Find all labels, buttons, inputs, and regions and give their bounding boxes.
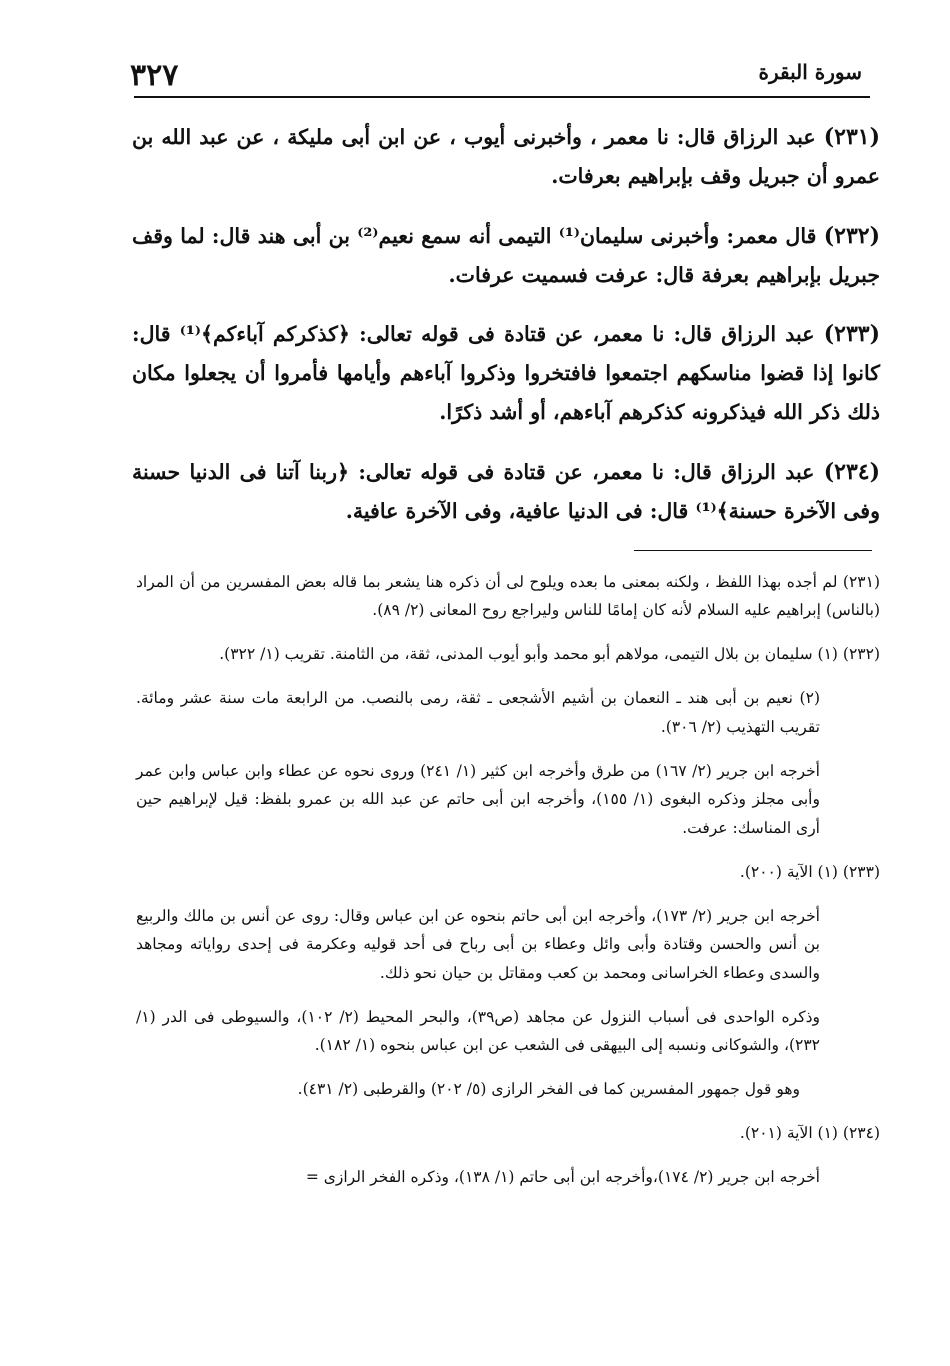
footnote-233-more: وذكره الواحدى فى أسباب النزول عن مجاهد (ص٣٩)، والبحر المحيط (٢/ ١٠٢)، والسيوطى فى الدر (١/ ٢٣٢)، والشوكانى ونسبه إلى البيهقى فى الشعب عن ابن عباس بنحوه (١/ ١٨٢). (136, 1007, 820, 1054)
header-rule (134, 96, 870, 98)
hadith-234 (132, 453, 880, 531)
page-number: ٣٢٧ (130, 58, 179, 93)
hadith-text: عبد الرزاق قال: نا معمر، عن قتادة فى قوله تعالى: ﴿ربنا آتنا فى الدنيا حسنة وفى الآخرة حسنة﴾⁽¹⁾ قال: فى الدنيا عافية، وفى الآخرة عافية. (132, 459, 880, 523)
footnote-233-takhrij: أخرجه ابن جرير (٢/ ١٧٣)، وأخرجه ابن أبى حاتم بنحوه عن ابن عباس وقال: روى عن أنس بن مالك والربيع بن أنس والحسن وقتادة وأبى وائل وعطاء بن أبى رباح فى أحد قوليه وعكرمة فى إحدى رواياته ومجاهد والسدى وعطاء الخراسانى ومحمد بن كعب ومقاتل بن حيان نحو ذلك. (136, 906, 820, 982)
footnote-233-1: (٢٣٣) (١) الآية (٢٠٠). (739, 862, 880, 881)
hadith-number: (٢٣٤) (823, 458, 880, 485)
footnote-232-takhrij: أخرجه ابن جرير (٢/ ١٦٧) من طرق وأخرجه ابن كثير (١/ ٢٤١) وروى نحوه عن عطاء وابن عباس وابن عمر وأبى مجلز وذكره البغوى (١/ ١٥٥)، وأخرجه ابن أبى حاتم عن عبد الله بن عمرو بلفظ: قيل لإبراهيم حين أرى المناسك: عرفت. (136, 761, 820, 837)
hadith-text: عبد الرزاق قال: نا معمر، عن قتادة فى قوله تعالى: ﴿كذكركم آباءكم﴾⁽¹⁾ قال: كانوا إذا قضوا مناسكهم اجتمعوا فافتخروا وذكروا آباءهم وأيامها فأمروا أن يجعلوا مكان ذلك ذكر الله فيذكرونه كذكرهم آباءهم، أو أشد ذكرًا. (132, 322, 880, 424)
footnote-231: (٢٣١) لم أجده بهذا اللفظ ، ولكنه بمعنى ما بعده ويلوح لى أن ذكره هنا يشعر بما قاله بعض المفسرين من أن المراد (بالناس) إبراهيم عليه السلام لأنه كان إمامًا للناس وليراجع روح المعانى (٢/ ٨٩). (136, 572, 880, 619)
hadith-text: عبد الرزاق قال: نا معمر ، وأخبرنى أيوب ، عن ابن أبى مليكة ، عن عبد الله بن عمرو أن جبريل وقف بإبراهيم بعرفات. (132, 125, 880, 188)
footnotes (136, 552, 880, 1198)
footnote-234-1: (٢٣٤) (١) الآية (٢٠١). (739, 1124, 880, 1142)
footnote-232-2: (٢) نعيم بن أبى هند ـ النعمان بن أشيم الأشجعى ـ ثقة، رمى بالنصب. من الرابعة مات سنة عشر ومائة. تقريب التهذيب (٢/ ٣٠٦). (136, 689, 820, 736)
hadith-233 (132, 315, 880, 432)
hadith-number: (٢٣٢) (823, 222, 880, 249)
footnote-rule (634, 550, 872, 551)
main-text (132, 118, 880, 545)
footnote-234-takhrij: أخرجه ابن جرير (٢/ ١٧٤)،وأخرجه ابن أبى حاتم (١/ ١٣٨)، وذكره الفخر الرازى = (305, 1168, 820, 1186)
surah-title: سورة البقرة (758, 60, 862, 84)
hadith-number: (٢٣٣) (823, 321, 880, 347)
hadith-number: (٢٣١) (823, 124, 880, 150)
hadith-text: قال معمر: وأخبرنى سليمان⁽¹⁾ التيمى أنه سمع نعيم⁽²⁾ بن أبى هند قال: لما وقف جبريل بإبراهيم بعرفة قال: عرفت فسميت عرفات. (132, 223, 880, 287)
hadith-231 (132, 118, 880, 196)
footnote-232-1: (٢٣٢) (١) سليمان بن بلال التيمى، مولاهم أبو محمد وأبو أيوب المدنى، ثقة، من الثامنة. تقريب (١/ ٣٢٢). (219, 645, 880, 663)
hadith-232 (132, 217, 880, 295)
page-header (130, 54, 862, 94)
footnote-233-note: وهو قول جمهور المفسرين كما فى الفخر الرازى (٥/ ٢٠٢) والقرطبى (٢/ ٤٣١). (297, 1080, 800, 1098)
